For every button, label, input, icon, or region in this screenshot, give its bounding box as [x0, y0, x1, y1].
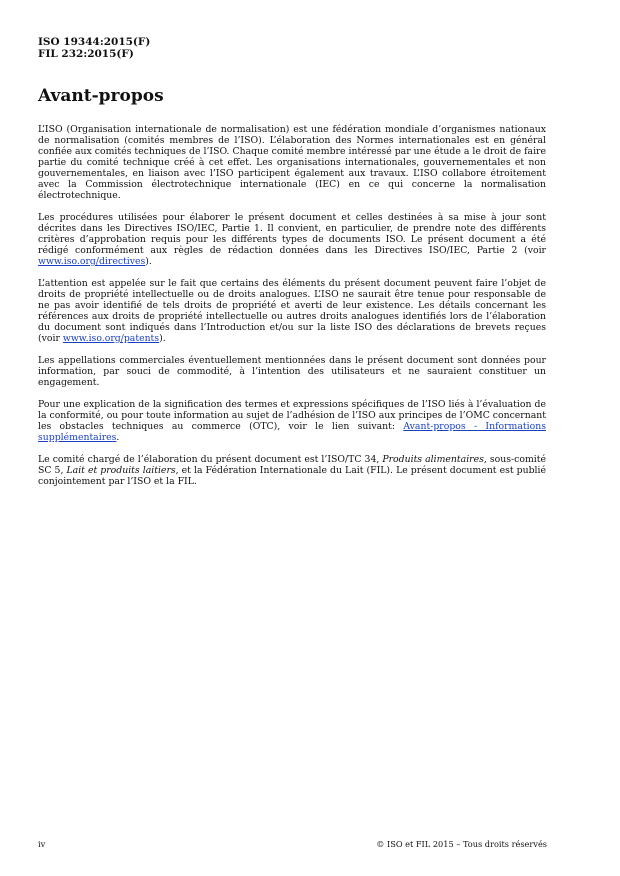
document-identifier — [38, 36, 150, 60]
paragraph-text: , et la Fédération Internationale du Lait (FIL). Le présent document est publié conjointement par l’ISO et la FIL. — [38, 465, 547, 487]
copyright-notice: © ISO et FIL 2015 – Tous droits réservés — [376, 839, 547, 849]
paragraph-text: Les procédures utilisées pour élaborer le présent document et celles destinées à sa mise à jour sont décrites dans les Directives ISO/IEC, Partie 1. Il convient, en particulier, de prendre note des différents critères d’approbation requis pour les différents types de documents ISO. Le présent document a été rédigé conformément aux règles de rédaction données dans les Directives ISO/IEC, Partie 2 (voir — [38, 212, 546, 256]
paragraph-committee — [38, 454, 546, 487]
foreword-body — [38, 124, 546, 498]
paragraph-text-end: . — [116, 432, 120, 443]
supplementary-info-link[interactable]: Avant-propos - Informations supplémentaires — [38, 421, 546, 443]
iso-reference: ISO 19344:2015(F) — [38, 36, 151, 48]
page-title: Avant-propos — [38, 86, 164, 106]
paragraph-text: , sous-comité SC 5, — [38, 454, 546, 476]
directives-link[interactable]: www.iso.org/directives — [38, 256, 146, 267]
paragraph-text: L’attention est appelée sur le fait que certains des éléments du présent document peuvent faire l’objet de droits de propriété intellectuelle ou de droits analogues. L’ISO ne saurait être tenue pour responsable de ne pas avoir identifié de tels droits de propriété et averti de leur existence. Les détails concernant les références aux droits de propriété intellectuelle ou autres droits analogues identifiés lors de l’élaboration du document sont indiqués dans l’Introduction et/ou sur la liste ISO des déclarations de brevets reçues (voir — [38, 278, 546, 344]
paragraph-conformity — [38, 399, 546, 443]
paragraph-text-end: ). — [145, 256, 152, 267]
paragraph-trade-names: Les appellations commerciales éventuellement mentionnées dans le présent document sont données pour information, par souci de commodité, à l’intention des utilisateurs et ne sauraient constituer un engagement. — [38, 355, 546, 388]
paragraph-iso-description: L’ISO (Organisation internationale de normalisation) est une fédération mondiale d’organismes nationaux de normalisation (comités membres de l’ISO). L’élaboration des Normes internationales est en général confiée aux comités techniques de l’ISO. Chaque comité membre intéressé par une étude a le droit de faire partie du comité technique créé à cet effet. Les organisations internationales, gouvernementales et non gouvernementales, en liaison avec l’ISO participent également aux travaux. L’ISO collabore étroitement avec la Commission électrotechnique internationale (IEC) en ce qui concerne la normalisation électrotechnique. — [38, 124, 546, 201]
subcommittee-name: Lait et produits laitiers — [66, 465, 176, 476]
paragraph-procedures — [38, 212, 546, 267]
committee-name: Produits alimentaires — [382, 454, 484, 465]
paragraph-text-end: ). — [159, 333, 166, 344]
page-number: iv — [38, 839, 46, 849]
fil-reference: FIL 232:2015(F) — [38, 48, 134, 60]
paragraph-patents — [38, 278, 546, 344]
paragraph-text: Pour une explication de la signification des termes et expressions spécifiques de l’ISO liés à l’évaluation de la conformité, ou pour toute information au sujet de l’adhésion de l’ISO aux principes de l’OMC concernant les obstacles techniques au commerce (OTC), voir le lien suivant: — [38, 399, 546, 432]
patents-link[interactable]: www.iso.org/patents — [62, 333, 160, 344]
paragraph-text: Le comité chargé de l’élaboration du présent document est l’ISO/TC 34, — [38, 454, 383, 465]
